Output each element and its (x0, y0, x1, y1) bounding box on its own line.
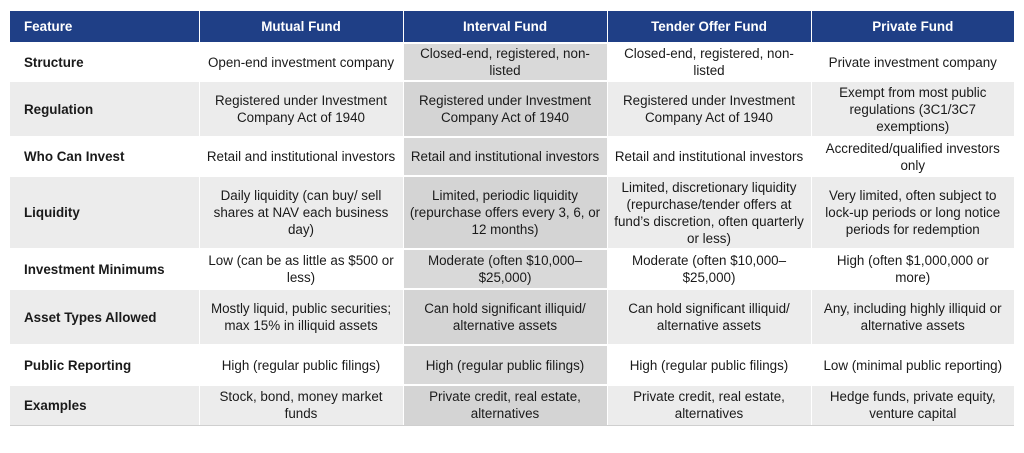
table-cell: Retail and institutional investors (607, 137, 811, 176)
table-cell: Accredited/qualified investors only (811, 137, 1014, 176)
row-label: Examples (10, 385, 199, 425)
table-row-who-can-invest (10, 137, 1014, 176)
table-cell: High (regular public filings) (607, 345, 811, 385)
table-cell: Open-end investment company (199, 43, 403, 81)
table-cell: Private investment company (811, 43, 1014, 81)
table-row-examples (10, 385, 1014, 425)
table-cell: Limited, periodic liquidity (repurchase offers every 3, 6, or 12 months) (403, 176, 607, 249)
table-cell: Retail and institutional investors (403, 137, 607, 176)
row-label: Public Reporting (10, 345, 199, 385)
table-cell: High (regular public filings) (199, 345, 403, 385)
header-tender-offer-fund: Tender Offer Fund (607, 11, 811, 43)
table-cell: Stock, bond, money market funds (199, 385, 403, 425)
table-row-public-reporting (10, 345, 1014, 385)
table-cell: Registered under Investment Company Act of 1940 (403, 81, 607, 137)
table-cell: Private credit, real estate, alternatives (607, 385, 811, 425)
table-cell: Can hold significant illiquid/ alternative assets (607, 289, 811, 345)
table-cell: Mostly liquid, public securities; max 15% in illiquid assets (199, 289, 403, 345)
table-row-liquidity (10, 176, 1014, 249)
table-cell: Daily liquidity (can buy/ sell shares at NAV each business day) (199, 176, 403, 249)
table-cell: Very limited, often subject to lock-up periods or long notice periods for redemption (811, 176, 1014, 249)
header-feature: Feature (10, 11, 199, 43)
table-cell: Private credit, real estate, alternatives (403, 385, 607, 425)
table-cell: Exempt from most public regulations (3C1/3C7 exemptions) (811, 81, 1014, 137)
table-row-regulation (10, 81, 1014, 137)
row-label: Liquidity (10, 176, 199, 249)
header-mutual-fund: Mutual Fund (199, 11, 403, 43)
table-cell: Low (can be as little as $500 or less) (199, 249, 403, 289)
table-cell: Retail and institutional investors (199, 137, 403, 176)
table-header-row (10, 11, 1014, 43)
table-row-investment-minimums (10, 249, 1014, 289)
row-label: Structure (10, 43, 199, 81)
table-cell: Moderate (often $10,000–$25,000) (607, 249, 811, 289)
row-label: Regulation (10, 81, 199, 137)
header-private-fund: Private Fund (811, 11, 1014, 43)
table-cell: Limited, discretionary liquidity (repurchase/tender offers at fund’s discretion, often quarterly or less) (607, 176, 811, 249)
table-cell: High (regular public filings) (403, 345, 607, 385)
table-cell: Closed-end, registered, non-listed (607, 43, 811, 81)
table-cell: Moderate (often $10,000–$25,000) (403, 249, 607, 289)
header-interval-fund: Interval Fund (403, 11, 607, 43)
row-label: Investment Minimums (10, 249, 199, 289)
table-cell: High (often $1,000,000 or more) (811, 249, 1014, 289)
table-row-asset-types-allowed (10, 289, 1014, 345)
table-cell: Can hold significant illiquid/ alternative assets (403, 289, 607, 345)
table-cell: Registered under Investment Company Act of 1940 (607, 81, 811, 137)
table-cell: Closed-end, registered, non-listed (403, 43, 607, 81)
row-label: Asset Types Allowed (10, 289, 199, 345)
table-cell: Registered under Investment Company Act of 1940 (199, 81, 403, 137)
table-cell: Low (minimal public reporting) (811, 345, 1014, 385)
table-cell: Any, including highly illiquid or alternative assets (811, 289, 1014, 345)
row-label: Who Can Invest (10, 137, 199, 176)
fund-comparison-table (10, 11, 1014, 426)
comparison-table-container (10, 11, 1014, 426)
table-row-structure (10, 43, 1014, 81)
table-cell: Hedge funds, private equity, venture capital (811, 385, 1014, 425)
